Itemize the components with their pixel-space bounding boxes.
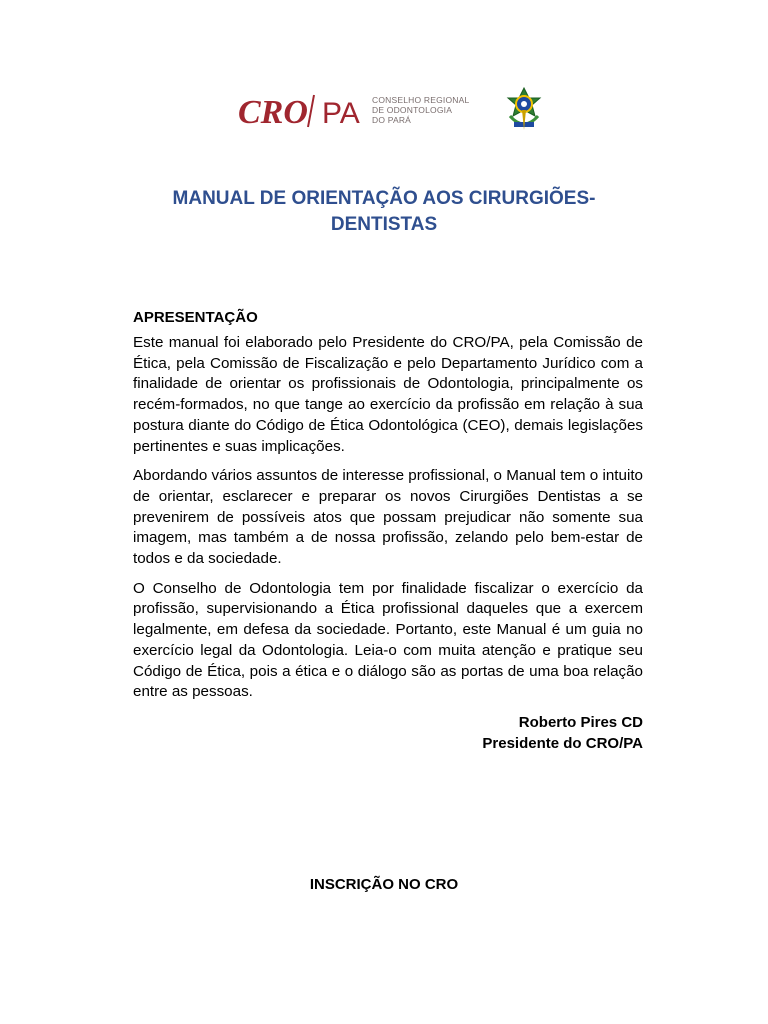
council-name-line-3: DO PARÁ xyxy=(372,115,412,125)
document-title xyxy=(0,186,768,238)
section-heading: APRESENTAÇÃO xyxy=(133,309,258,326)
signature-name: Roberto Pires CD xyxy=(518,713,643,731)
next-section-heading: INSCRIÇÃO NO CRO xyxy=(309,876,459,893)
brazil-coat-of-arms-icon xyxy=(502,86,546,134)
council-name xyxy=(372,95,472,125)
signature-role: Presidente do CRO/PA xyxy=(482,734,643,752)
paragraph-2: Abordando vários assuntos de interesse profissional, o Manual tem o intuito de orientar, esclarecer e preparar os novos Cirurgiões Dentistas a se prevenirem de possíveis atos que possam prejudicar não somente sua imagem, mas também a de nossa profissão, zelando pelo bem-estar de todos e da sociedade. xyxy=(133,467,643,568)
svg-text:PA: PA xyxy=(322,97,360,130)
paragraph-1: Este manual foi elaborado pelo Presidente do CRO/PA, pela Comissão de Ética, pela Comissão de Fiscalização e pelo Departamento Jurídico com a finalidade de orientar os profissionais de Odontologia, principalmente os recém-formados, no que tange ao exercício da profissão em relação à sua postura diante do Código de Ética Odontológica (CEO), demais legislações pertinentes e suas implicações. xyxy=(133,334,643,455)
header-logos xyxy=(238,80,546,140)
title-line-2: DENTISTAS xyxy=(330,214,438,235)
title-line-1: MANUAL DE ORIENTAÇÃO AOS CIRURGIÕES- xyxy=(172,188,596,209)
council-name-line-1: CONSELHO REGIONAL xyxy=(372,95,470,105)
paragraph-3: O Conselho de Odontologia tem por finalidade fiscalizar o exercício da profissão, supervisionando a Ética profissional daqueles que a exercem legalmente, em defesa da sociedade. Portanto, este Manual é um guia no exercício legal da Odontologia. Leia-o com muita atenção e pratique seu Código de Ética, pois a ética e o diálogo são as portas de uma boa relação entre as pessoas. xyxy=(133,579,643,701)
presentation-section xyxy=(133,309,643,754)
svg-text:CRO: CRO xyxy=(238,94,308,131)
council-name-line-2: DE ODONTOLOGIA xyxy=(372,105,453,115)
signature-block xyxy=(133,712,643,754)
cro-pa-logo xyxy=(238,85,368,135)
